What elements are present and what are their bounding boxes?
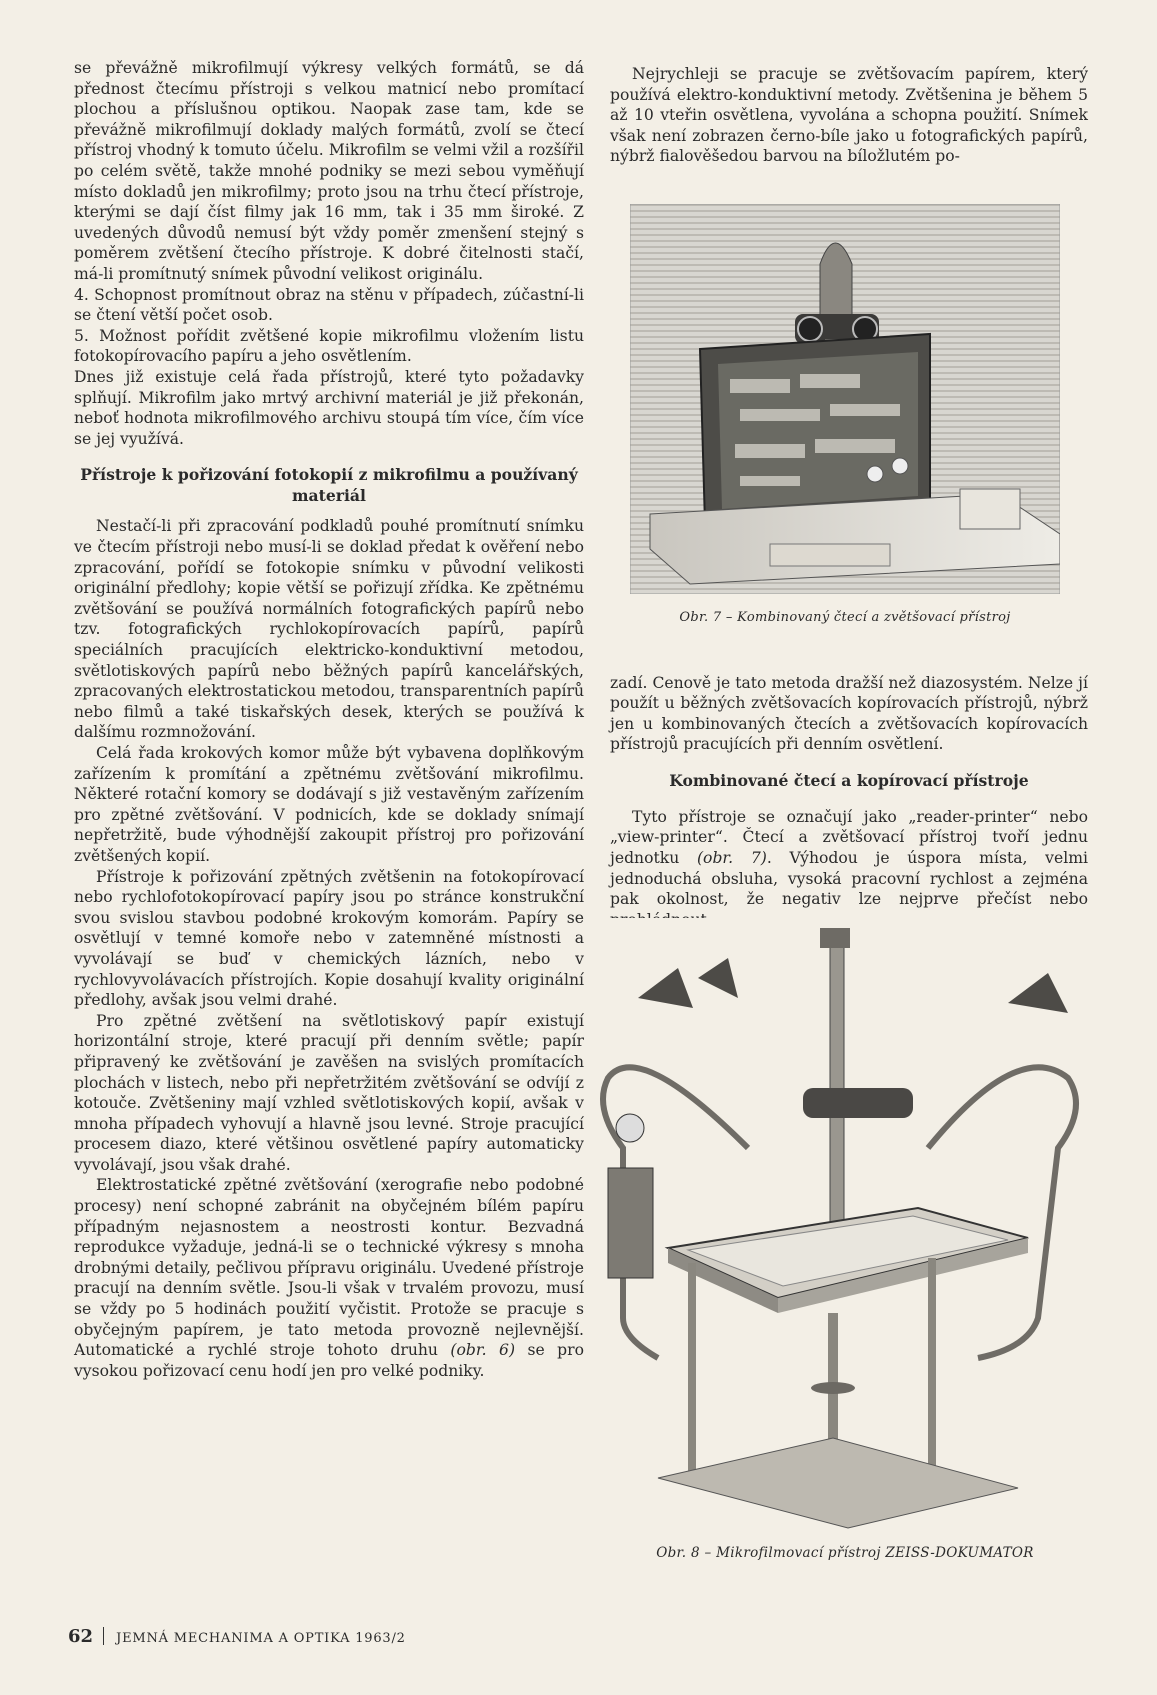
paragraph: zadí. Cenově je tato metoda dražší než diazosystém. Nelze jí použít u běžných zvětšovacích kopírovacích přístrojů, nýbrž jen u kombinovaných čtecích a zvětšovacích kopírovacích přístrojů pracujících při denním osvětlení. — [610, 673, 1088, 754]
paragraph: Celá řada krokových komor může být vybavena doplňkovým zařízením k promítání a zpětnému zvětšování mikrofilmu. Některé rotační komory se dodávají s již vestavěným zařízením pro zpětné zvětšování. V podnicích, kde se doklady snímají nepřetržitě, bude výhodnější zakoupit přístroj pro pořizování zvětšených kopií. — [74, 744, 584, 865]
paragraph — [74, 1175, 584, 1381]
figure-7-photo — [630, 204, 1060, 594]
paragraph-text: Tyto přístroje se označují jako „reader-printer“ nebo „view-printer“. Čtecí a zvětšovací přístroj tvoří jednu jednotku — [610, 807, 1088, 867]
paragraph — [610, 807, 1088, 931]
paragraph: se převážně mikrofilmují výkresy velkých formátů, se dá přednost čtecímu přístroji s velkou matnicí nebo promítací plochou a příslušnou optikou. Naopak zase tam, kde se převážně mikrofilmují doklady malých formátů, zvolí se čtecí přístroj vhodný k tomuto účelu. Mikrofilm se velmi vžil a rozšířil po celém světě, takže mnohé podniky se mezi sebou vyměňují místo dokladů jen mikrofilmy; proto jsou na trhu čtecí přístroje, kterými se dají číst filmy jak 16 mm, tak i 35 mm široké. Z uvedených důvodů nemusí být vždy poměr zmenšení stejný s poměrem zvětšení čtecího přístroje. K dobré čitelnosti stačí, má-li promítnutý snímek původní velikost originálu. — [74, 59, 584, 283]
paragraph-text: se pro vysokou pořizovací cenu hodí jen pro velké podniky. — [74, 1341, 584, 1380]
figure-reference: (obr. 6) — [450, 1341, 516, 1360]
figure-7-caption: Obr. 7 – Kombinovaný čtecí a zvětšovací přístroj — [679, 610, 1011, 625]
paragraph: 4. Schopnost promítnout obraz na stěnu v případech, zúčastní-li se čtení větší počet osob. — [74, 285, 584, 325]
paragraph: Dnes již existuje celá řada přístrojů, které tyto požadavky splňují. Mikrofilm jako mrtvý archivní materiál je již překonán, neboť hodnota mikrofilmového archivu stoupá tím více, čím více se jej využívá. — [74, 367, 584, 448]
paragraph: Nejrychleji se pracuje se zvětšovacím papírem, který používá elektro-konduktivní metody. Zvětšenina je během 5 až 10 vteřin osvětlena, vyvolána a schopna použití. Snímek však není zobrazen černo-bíle jako u fotografických papírů, nýbrž fialověšedou barvou na bíložlutém po- — [610, 65, 1088, 166]
paragraph: 5. Možnost pořídit zvětšené kopie mikrofilmu vložením listu fotokopírovacího papíru a jeho osvětlením. — [74, 326, 584, 366]
figure-8-caption: Obr. 8 – Mikrofilmovací přístroj ZEISS-DOKUMATOR — [656, 1545, 1034, 1561]
footer-divider — [103, 1627, 104, 1645]
page-footer — [68, 1626, 406, 1647]
paragraph-text: Elektrostatické zpětné zvětšování (xerografie nebo podobné procesy) není schopné zabránit na obyčejném bílém papíru případným nejasnostem a neostrosti kontur. Bezvadná reprodukce vyžaduje, jedná-li se o technické výkresy s mnoha drobnými detaily, pečlivou přípravu originálu. Uvedené přístroje pracují na denním světle. Jsou-li však v trvalém provozu, musí se vždy po 5 hodinách použití vyčistit. Protože se pracuje s obyčejným papírem, je tato metoda provozně nejlevnější. Automatické a rychlé stroje tohoto druhu — [74, 1176, 584, 1360]
page-number: 62 — [68, 1626, 94, 1647]
figure-8-photo — [598, 918, 1088, 1533]
dokumator-illustration — [598, 918, 1088, 1533]
paragraph-text: . Výhodou je úspora místa, velmi jednoduchá obsluha, vysoká pracovní rychlost a zejména pak okolnost, že negativ lze nejprve přečíst nebo — [610, 848, 1088, 909]
figure-reference: (obr. 7) — [696, 848, 767, 867]
right-column-top — [610, 64, 1088, 167]
journal-title: JEMNÁ MECHANIMA A OPTIKA 1963/2 — [116, 1631, 406, 1646]
paragraph: Přístroje k pořizování zpětných zvětšenin na fotokopírovací nebo rychlofotokopírovací papíry jsou po stránce konstrukční svou svislou stavbou podobné krokovým komorám. Papíry se osvětlují v temné komoře nebo v zatemněné místnosti a vyvolávají se buď v chemických lázních, nebo v rychlovyvolávacích přístrojích. Kopie dosahují kvality originální předlohy, avšak jsou velmi drahé. — [74, 867, 584, 1010]
section-heading: Kombinované čtecí a kopírovací přístroje — [669, 770, 1029, 790]
paragraph: Pro zpětné zvětšení na světlotiskový papír existují horizontální stroje, které pracují při denním světle; papír připravený ke zvětšování je zavěšen na svislých promítacích plochách v listech, nebo při nepřetržitém zvětšování se odvíjí z kotouče. Zvětšeniny mají vzhled světlotiskových kopií, avšak v mnoha případech vyhovují a hlavně jsou levné. Stroje pracující procesem diazo, které většinou osvětlené papíry automaticky vyvolávají, jsou však drahé. — [74, 1011, 584, 1174]
reader-printer-illustration — [630, 204, 1060, 594]
paragraph: Nestačí-li při zpracování podkladů pouhé promítnutí snímku ve čtecím přístroji nebo musí-li se doklad předat k ověření nebo zpracování, pořídí se fotokopie snímku v původní velikosti originální předlohy; kopie větší se pořizují zřídka. Ke zpětnému zvětšování se používá normálních fotografických papírů nebo tzv. fotografických rychlokopírovacích papírů, papírů speciálních pracujících elektricko-konduktivní metodou, světlotiskových papírů nebo běžných papírů kancelářských, zpracovaných elektrostatickou metodou, transparentních papírů nebo filmů a také tiskařských desek, kterých se používá k dalšímu rozmnožování. — [74, 517, 584, 742]
right-column-middle — [610, 657, 1088, 946]
left-column — [74, 58, 584, 1381]
section-heading: Přístroje k pořizování fotokopií z mikrofilmu a používaný materiál — [80, 465, 578, 505]
